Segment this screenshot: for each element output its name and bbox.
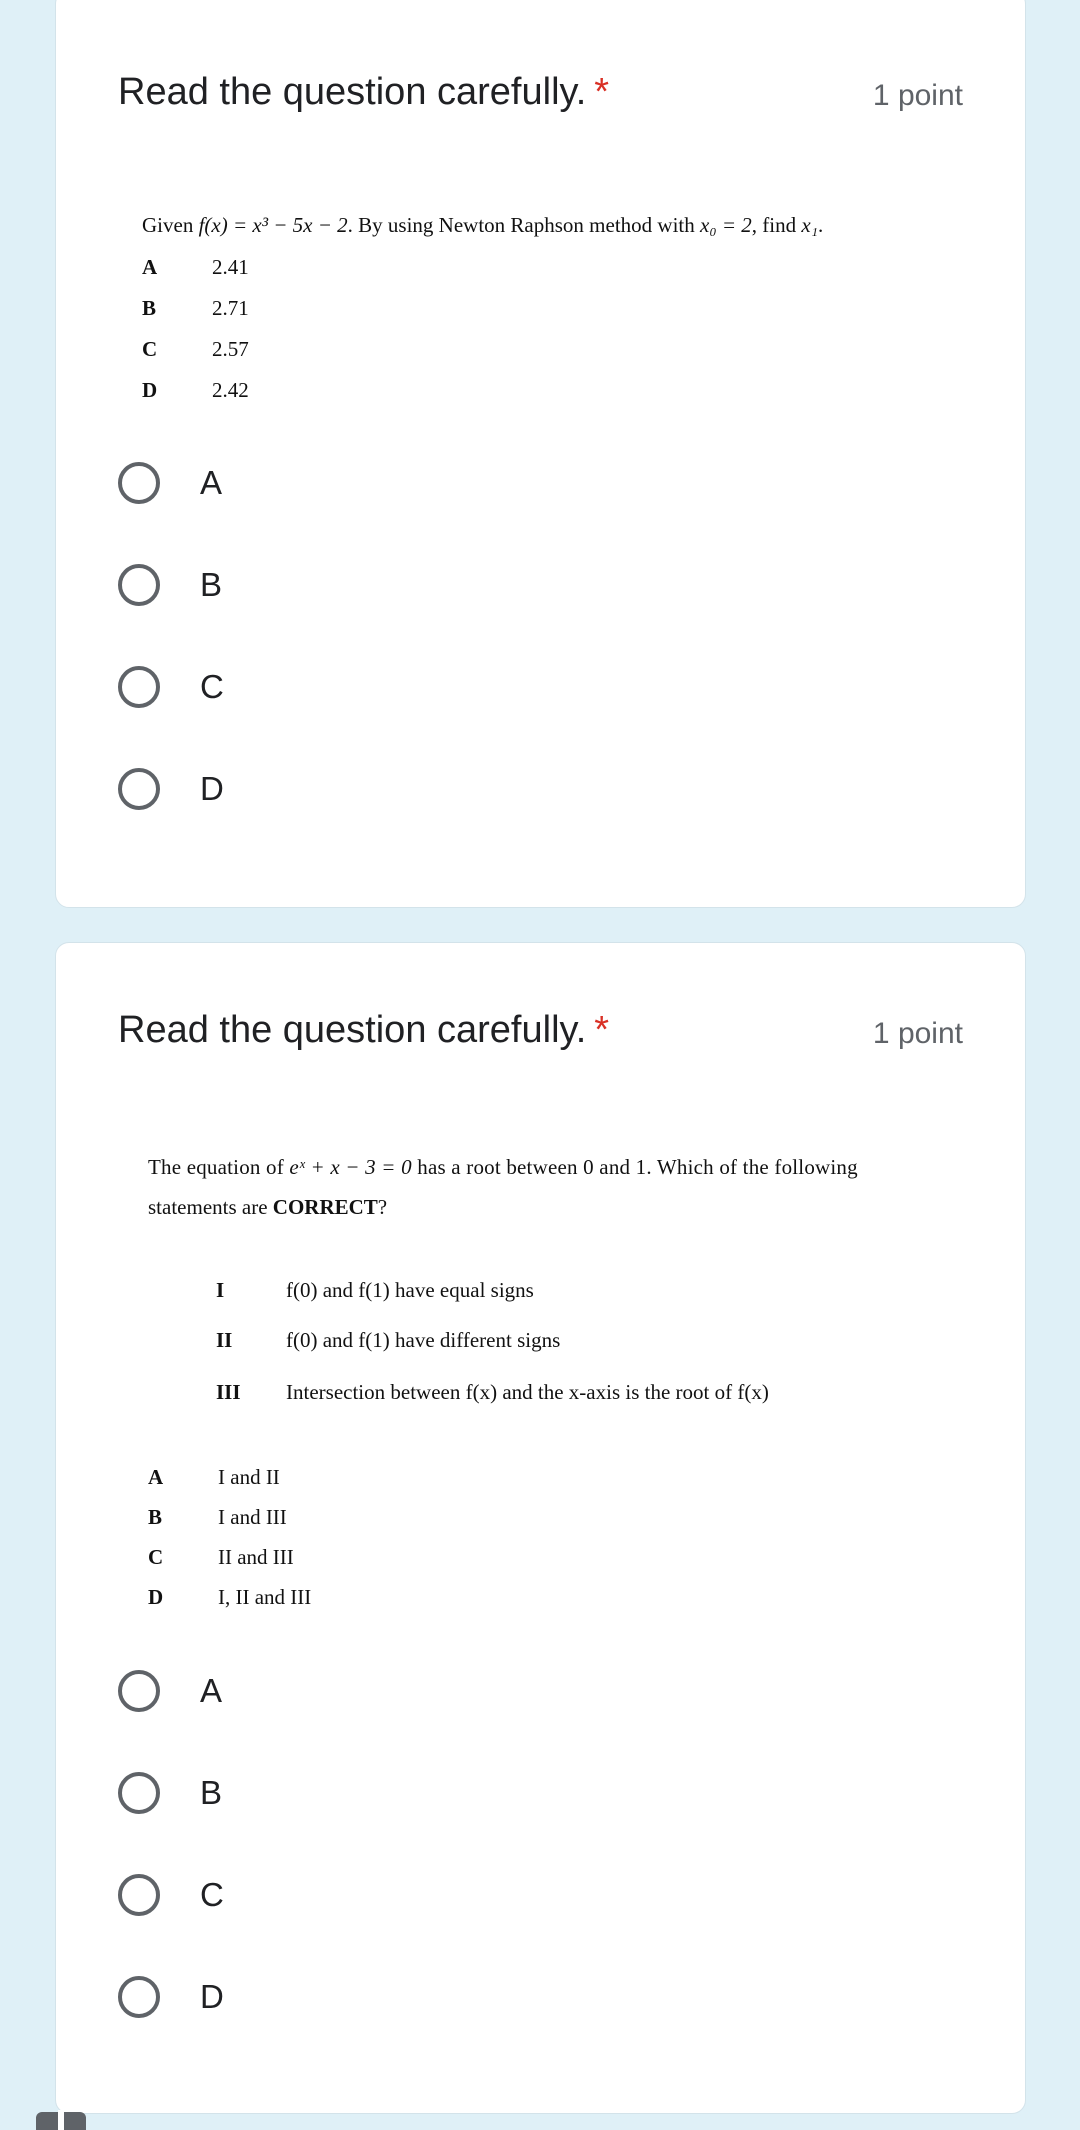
radio-label: B (200, 566, 223, 603)
radio-circle[interactable] (118, 1874, 160, 1916)
radio-circle[interactable] (118, 462, 160, 504)
question-card-2: Read the question carefully. * 1 point The equation of eˣ + x − 3 = 0 has a root between 0 and 1. Which of the following statements are CORRECT? I f(0) and f(1) have equal signs II f(0) and f(1) have different signs III Intersection between f(x) and the x-axis is the root of f(x) A I and II B I and III C II and III D I, II and III A B C D (55, 942, 1026, 2114)
radio-option-b[interactable] (118, 562, 418, 618)
radio-option-b[interactable] (118, 1770, 418, 1826)
question-header (118, 71, 963, 121)
radio-label: A (200, 464, 223, 501)
required-asterisk: * (594, 1009, 610, 1051)
radio-option-a[interactable] (118, 460, 418, 516)
radio-option-c[interactable] (118, 1872, 418, 1928)
radio-circle[interactable] (118, 1670, 160, 1712)
question-points: 1 point (872, 1017, 963, 1050)
question-header (118, 1009, 963, 1059)
radio-label: C (200, 1876, 224, 1913)
radio-label: A (200, 1672, 223, 1709)
radio-option-d[interactable] (118, 766, 418, 822)
radio-option-d[interactable] (118, 1974, 418, 2030)
required-asterisk: * (594, 71, 610, 113)
radio-option-a[interactable] (118, 1668, 418, 1724)
radio-label: B (200, 1774, 223, 1811)
radio-circle[interactable] (118, 1772, 160, 1814)
radio-label: C (200, 668, 224, 705)
radio-circle[interactable] (118, 666, 160, 708)
radio-option-c[interactable] (118, 664, 418, 720)
question-card-1: Read the question carefully. * 1 point Given f(x) = x³ − 5x − 2. By using Newton Raphson method with x₀ = 2, find x₁. A 2.41 B 2.71 C 2.57 D 2.42 A B C D (55, 0, 1026, 908)
radio-circle[interactable] (118, 768, 160, 810)
plus-icon (58, 2110, 64, 2130)
question-title: Read the question carefully. * (118, 1009, 610, 1051)
radio-circle[interactable] (118, 1976, 160, 2018)
add-question-tab[interactable] (36, 2112, 86, 2130)
question-stem-line-2: statements are CORRECT? (148, 1195, 388, 1219)
question-stem-line-1: The equation of eˣ + x − 3 = 0 has a root between 0 and 1. Which of the following (148, 1155, 858, 1179)
radio-circle[interactable] (118, 564, 160, 606)
radio-label: D (200, 770, 224, 807)
question-stem: Given f(x) = x³ − 5x − 2. By using Newton Raphson method with x₀ = 2, find x₁. (142, 213, 824, 237)
question-title: Read the question carefully. * (118, 71, 610, 113)
question-points: 1 point (872, 79, 963, 112)
radio-label: D (200, 1978, 224, 2015)
